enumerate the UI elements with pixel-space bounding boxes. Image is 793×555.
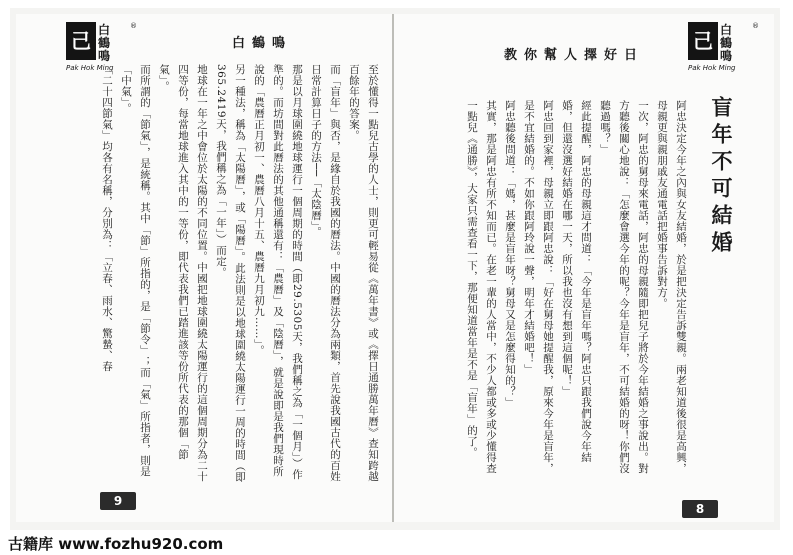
logo-registered-mark: ® (752, 22, 759, 30)
publisher-logo (66, 22, 138, 82)
watermark-text: 古籍库 www.fozhu920.com (8, 535, 224, 553)
paragraph: 其實，那是阿忠有所不知而已。在老一輩的人當中，不少人都或多或少懂得查一點兒《通勝》，大家只需查看一下，那便知道當年是不是「盲年」的了。 (466, 100, 497, 474)
logo-english-name: Pak Hok Ming (688, 64, 736, 72)
paragraph: 一次，阿忠的舅母來電話，阿忠的母親隨即把兒子將於今年結婚之事說出。對方聽後關心地說：「怎麼會選今年的呢？今年是盲年，不可結婚的呀！你們沒聽過嗎？」 (599, 100, 649, 474)
right-body-text (440, 100, 690, 484)
logo-chinese-name: 白鶴鳴 (720, 23, 733, 63)
logo-registered-mark: ® (130, 22, 137, 30)
logo-mark: 己 (66, 22, 96, 60)
left-body-text (52, 64, 382, 484)
site-footer (0, 530, 793, 555)
left-running-head: 白鶴鳴 (232, 36, 293, 51)
paragraph: 至於懂得一點兒古學的人士，則更可輕易從《萬年書》或《擇日通勝萬年曆》查知跨越百餘年的答案。 (348, 64, 379, 482)
paragraph: 而所謂的「節氣」，是統稱。其中「節」所指的，是「節令」；而「氣」所指者，則是「中氣」。 (120, 64, 151, 477)
paragraph: 另一種法，稱為「太陽曆」，或「陽曆」。此法則是以地球圍繞太陽運行一周的時間（即365.2419天，我們稱之為「一年」）而定。 (215, 64, 246, 483)
right-page (394, 14, 774, 522)
right-running-head: 教你幫人擇好日 (504, 48, 645, 63)
scanned-book-spread (10, 8, 780, 530)
paragraph: 那是以月球圍繞地球運行一個周期的時間（即29.5305天，我們稱之為「一個月」）作準的。而坊間對此曆法的其他通稱還有：「農曆」及「陰曆」，就是說即是我們現時所說的「農曆正月初一、農曆八月十五、農曆九月初九……」。 (253, 64, 303, 480)
paragraph: 而「盲年」與否，是緣自於我國的曆法。中國的曆法分為兩類，首先說我國古代的百姓日常計算日子的方法──「太陰曆」。 (310, 64, 341, 482)
paragraph: 阿忠聽後問道：「媽，甚麼是盲年呀？舅母又是怎麼得知的？」 (504, 100, 516, 408)
paragraph: 「二十四節氣」均各有名稱，分別為：「立春、雨水、驚蟄、春 (101, 64, 113, 372)
paragraph: 經此提醒，阿忠的母親這才問道：「今年是盲年嗎？阿忠只跟我們說今年結婚，但還沒選好結婚在哪一天，所以我也沒有想到這個呢！」 (561, 100, 592, 463)
left-page-number: 9 (100, 492, 136, 510)
right-page-number: 8 (682, 500, 718, 518)
left-page (16, 14, 393, 522)
publisher-logo (688, 22, 760, 82)
paragraph: 阿忠回到家裡，母親立即跟阿忠說：「好在舅母她提醒我，原來今年是盲年，是不宜結婚的。不如你跟阿玲說一聲，明年才結婚吧！」 (523, 100, 554, 474)
paragraph: 阿忠決定今年之內與女友結婚，於是把決定告訴雙親。兩老知道後很是高興，母親更與親朋戚友通電話把婚事告訴對方。 (656, 100, 687, 474)
logo-english-name: Pak Hok Ming (66, 64, 114, 72)
logo-chinese-name: 白鶴鳴 (98, 23, 111, 63)
paragraph: 地球在一年之中會位於太陽的不同位置。中國把地球圍繞太陽運行的這個周期分為二十四等份，每當地球進入其中的一等份，即代表我們已踏進該等份所代表的那個「節氣」。 (158, 64, 208, 482)
logo-mark: 己 (688, 22, 718, 60)
article-title: 盲年不可結婚 (709, 96, 734, 258)
